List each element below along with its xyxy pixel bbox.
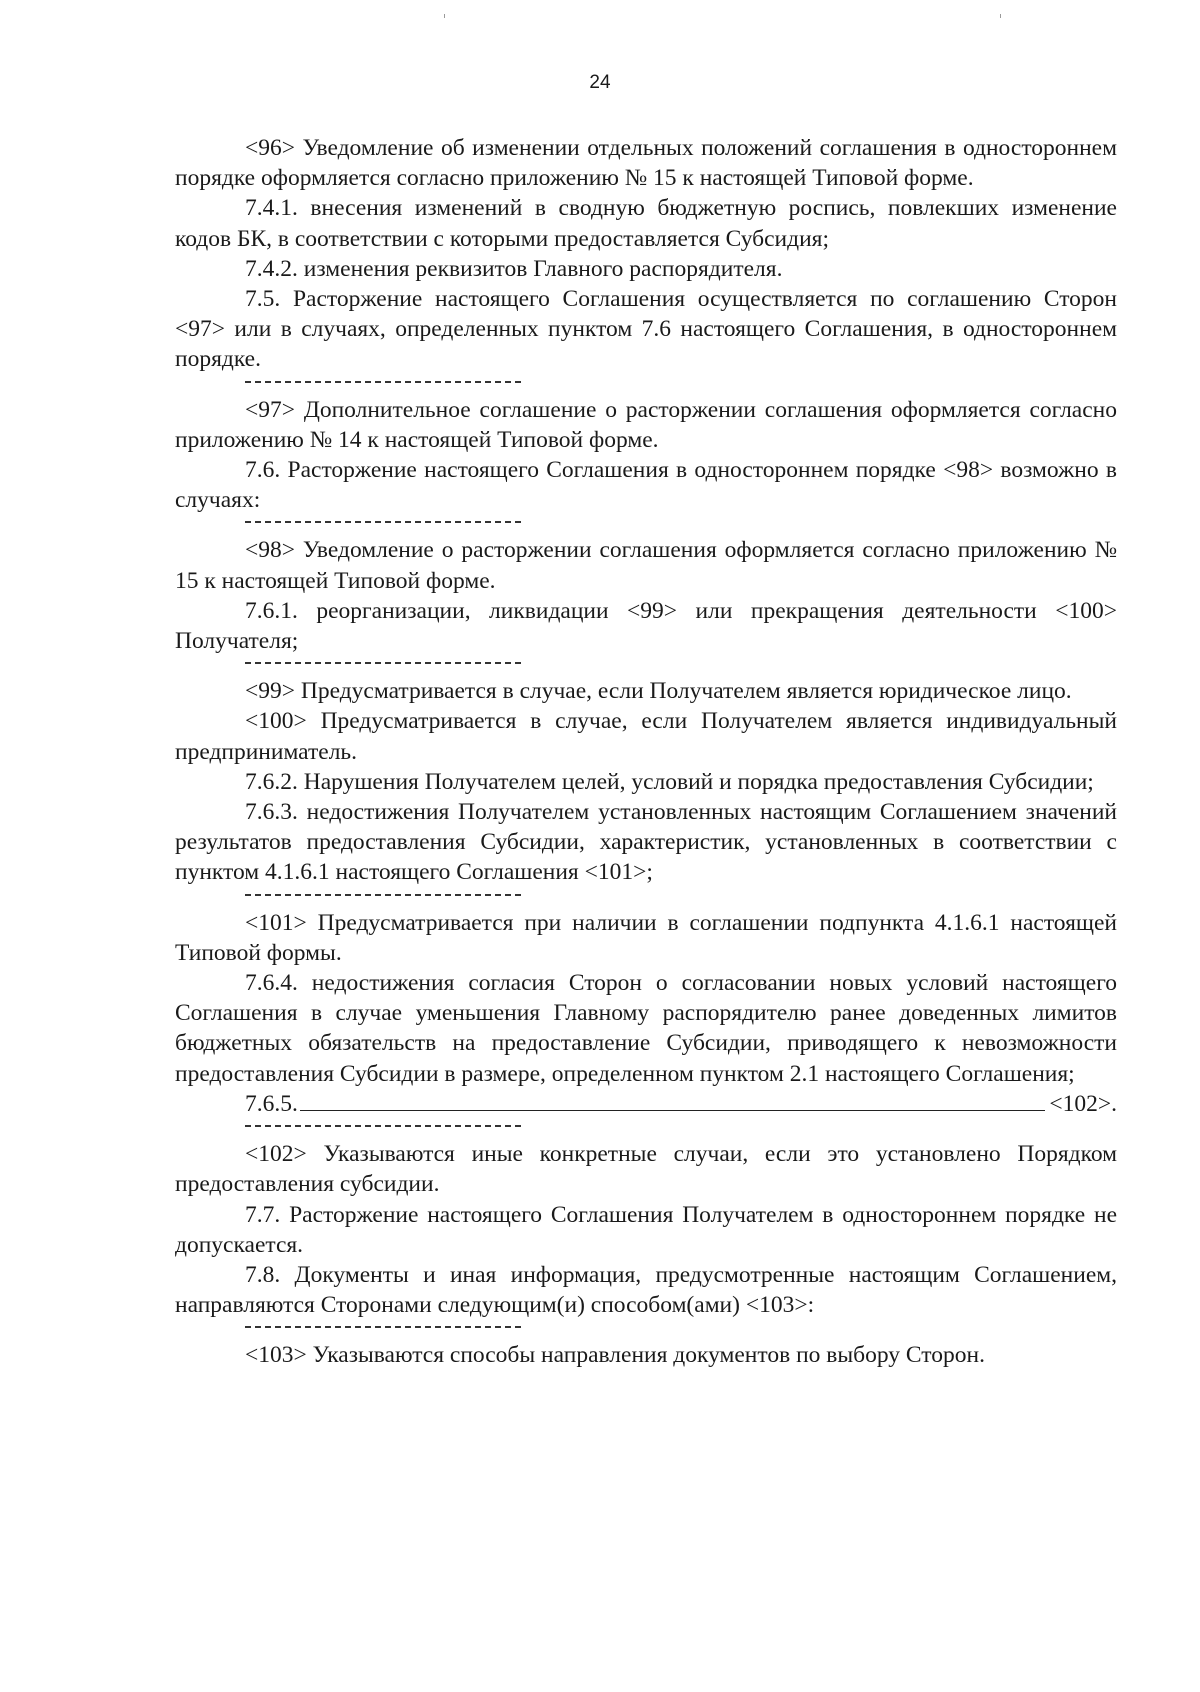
clause-paragraph: 7.6.1. реорганизации, ликвидации <99> или прекращения деятельности <100> Получателя; [175,597,1117,655]
footnote-text: <96> Уведомление об изменении отдельных положений соглашения в одностороннем порядке оформляется согласно приложению № 15 к настоящей Типовой форме. [175,135,1117,192]
footnote-reference: <102>. [1049,1090,1117,1117]
footnote-separator [245,521,521,523]
footnote-text: <99> Предусматривается в случае, если Получателем является юридическое лицо. [245,678,1072,705]
clause-paragraph: 7.6.2. Нарушения Получателем целей, условий и порядка предоставления Субсидии; [245,768,1094,795]
footnote-text: <97> Дополнительное соглашение о расторжении соглашения оформляется согласно приложению № 14 к настоящей Типовой форме. [175,396,1117,453]
scan-artifact [444,14,445,18]
clause-number: 7.6.5. [245,1090,298,1117]
footnote-separator [245,894,521,896]
footnote-text: <100> Предусматривается в случае, если Получателем является индивидуальный предприниматель. [175,708,1117,765]
page-number: 24 [589,72,611,93]
footnote-separator [245,381,521,383]
footnote-text: <103> Указываются способы направления документов по выбору Сторон. [245,1342,985,1369]
clause-paragraph: 7.4.2. изменения реквизитов Главного распорядителя. [245,255,783,282]
footnote-text: <102> Указываются иные конкретные случаи, если это установлено Порядком предоставления субсидии. [175,1141,1117,1198]
fill-in-clause [175,1089,1117,1119]
clause-paragraph: 7.6.3. недостижения Получателем установленных настоящим Соглашением значений результатов предоставления Субсидии, характеристик, установленных в соответствии с пунктом 4.1.6.1 настоящего Соглашения <101>; [175,799,1117,886]
clause-paragraph: 7.5. Расторжение настоящего Соглашения осуществляется по соглашению Сторон <97> или в случаях, определенных пунктом 7.6 настоящего Соглашения, в одностороннем порядке. [175,286,1117,373]
clause-paragraph: 7.8. Документы и иная информация, предусмотренные настоящим Соглашением, направляются Сторонами следующим(и) способом(ами) <103>: [175,1261,1117,1319]
clause-paragraph: 7.6.4. недостижения согласия Сторон о согласовании новых условий настоящего Соглашения в случае уменьшения Главному распорядителю ранее доведенных лимитов бюджетных обязательств на предоставление Субсидии, приводящего к невозможности предоставления Субсидии в размере, определенном пунктом 2.1 настоящего Соглашения; [175,970,1117,1087]
blank-fill-line [300,1110,1045,1111]
footnote-separator [245,662,521,664]
footnote-separator [245,1326,521,1328]
footnote-separator [245,1125,521,1127]
footnote-text: <98> Уведомление о расторжении соглашения оформляется согласно приложению № 15 к настоящей Типовой форме. [175,537,1117,594]
footnote-text: <101> Предусматривается при наличии в соглашении подпункта 4.1.6.1 настоящей Типовой формы. [175,909,1117,966]
clause-paragraph: 7.6. Расторжение настоящего Соглашения в одностороннем порядке <98> возможно в случаях: [175,457,1117,514]
clause-paragraph: 7.4.1. внесения изменений в сводную бюджетную роспись, повлекших изменение кодов БК, в соответствии с которыми предоставляется Субсидия; [175,195,1117,252]
clause-paragraph: 7.7. Расторжение настоящего Соглашения Получателем в одностороннем порядке не допускается. [175,1201,1117,1258]
document-body [175,133,1117,1371]
scan-artifact [1000,14,1001,18]
